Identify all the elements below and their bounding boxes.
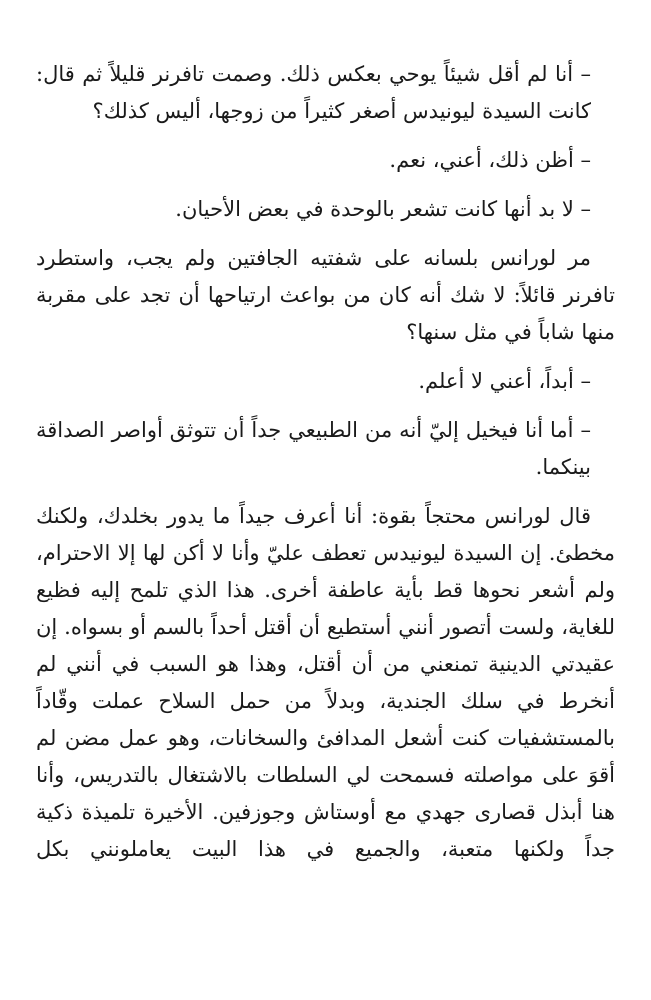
dialogue-paragraph: – أظن ذلك، أعني، نعم. bbox=[389, 148, 591, 172]
narration-paragraph: مر لورانس بلسانه على شفتيه الجافتين ولم يجب، واستطرد تافرنر قائلاً: لا شك أنه كان من بواعث ارتياحها أن تجد على مقربة منها شاباً في مثل سنها؟ bbox=[36, 246, 615, 344]
dialogue-paragraph: – أبداً، أعني لا أعلم. bbox=[418, 369, 591, 393]
book-page bbox=[36, 56, 615, 1000]
narration-paragraph: قال لورانس محتجاً بقوة: أنا أعرف جيداً ما يدور بخلدك، ولكنك مخطئ. إن السيدة ليونيدس تعطف عليّ وأنا لا أكن لها إلا الاحترام، ولم أشعر نحوها قط بأية عاطفة أخرى. هذا الذي تلمح إليه فظيع للغاية، ولست أتصور أنني أستطيع أن أقتل أحداً بالسم أو بسواه. إن عقيدتي الدينية تمنعني من أن أقتل، وهذا هو السبب في أنني لم أنخرط في سلك الجندية، وبدلاً من حمل السلاح عملت وقّاداً بالمستشفيات كنت أشعل المدافئ والسخانات، وهو عمل مضن لم أقوَ على مواصلته فسمحت لي السلطات بالاشتغال بالتدريس، وأنا هنا أبذل قصارى جهدي مع أوستاش وجوزفين. الأخيرة تلميذة ذكية جداً ولكنها متعبة، والجميع في هذا البيت يعاملونني بكل bbox=[36, 504, 615, 861]
dialogue-paragraph: – لا بد أنها كانت تشعر بالوحدة في بعض الأحيان. bbox=[175, 197, 591, 221]
dialogue-paragraph: – أما أنا فيخيل إليّ أنه من الطبيعي جداً أن تتوثق أواصر الصداقة بينكما. bbox=[36, 418, 591, 479]
dialogue-paragraph: – أنا لم أقل شيئاً يوحي بعكس ذلك. وصمت تافرنر قليلاً ثم قال: كانت السيدة ليونيدس أصغر كثيراً من زوجها، أليس كذلك؟ bbox=[36, 62, 591, 123]
